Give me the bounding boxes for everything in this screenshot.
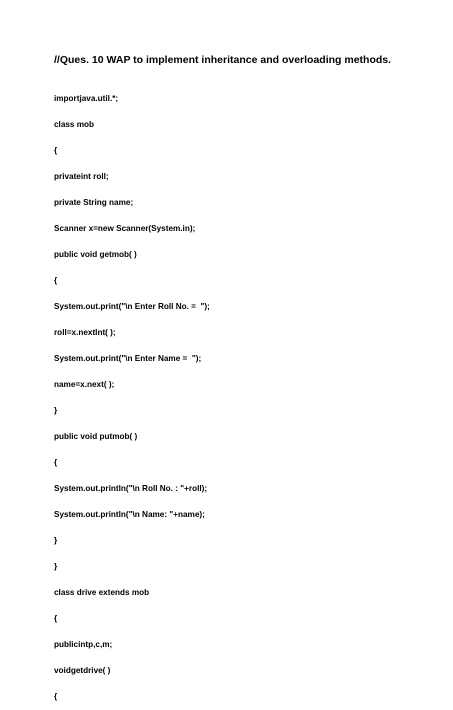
- code-line: System.out.print("\n Enter Name = ");: [54, 354, 202, 363]
- code-line: }: [54, 562, 58, 571]
- code-line: public void getmob( ): [54, 250, 137, 259]
- code-line: System.out.println("\n Name: "+name);: [54, 510, 205, 519]
- code-line: {: [54, 614, 58, 623]
- code-line: importjava.util.*;: [54, 94, 119, 103]
- code-line: roll=x.nextInt( );: [54, 328, 116, 337]
- code-line: System.out.println("\n Roll No. : "+roll);: [54, 484, 208, 493]
- code-line: public void putmob( ): [54, 432, 138, 441]
- code-line: name=x.next( );: [54, 380, 115, 389]
- code-line: }: [54, 536, 58, 545]
- code-line: private String name;: [54, 198, 134, 207]
- code-line: class mob: [54, 120, 95, 129]
- code-line: {: [54, 146, 58, 155]
- code-line: publicintp,c,m;: [54, 640, 113, 649]
- code-line: {: [54, 276, 58, 285]
- code-line: }: [54, 406, 58, 415]
- code-line: {: [54, 692, 58, 701]
- code-line: voidgetdrive( ): [54, 666, 111, 675]
- question-heading: //Ques. 10 WAP to implement inheritance and overloading methods.: [54, 54, 392, 66]
- code-line: {: [54, 458, 58, 467]
- code-line: class drive extends mob: [54, 588, 150, 597]
- code-line: System.out.print("\n Enter Roll No. = ");: [54, 302, 210, 311]
- code-line: Scanner x=new Scanner(System.in);: [54, 224, 196, 233]
- code-line: privateint roll;: [54, 172, 109, 181]
- code-listing: [54, 86, 210, 710]
